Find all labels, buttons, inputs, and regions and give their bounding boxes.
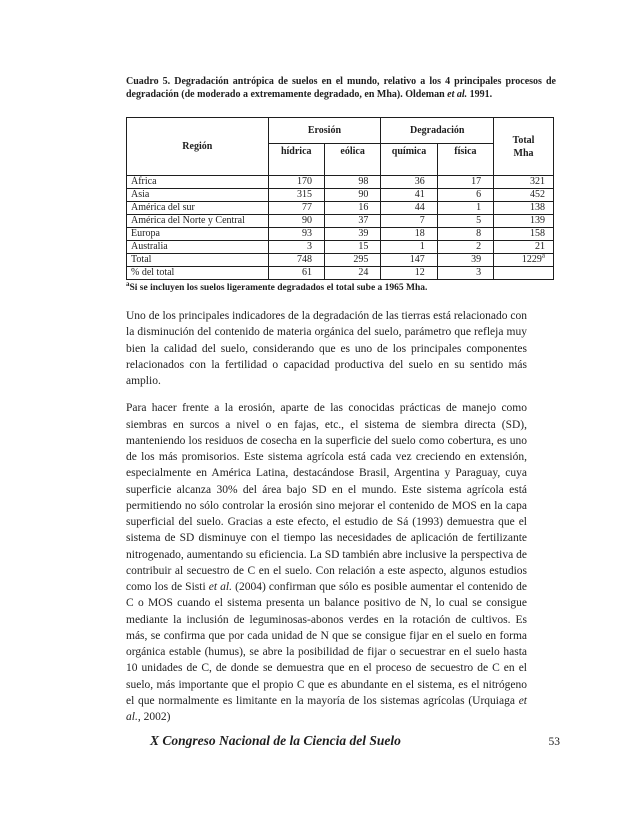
value-cell: 17 bbox=[437, 176, 493, 189]
table-row-asia bbox=[127, 189, 554, 202]
value-cell: 7 bbox=[381, 215, 437, 228]
table-caption bbox=[126, 76, 556, 101]
value-cell: 90 bbox=[268, 215, 324, 228]
col-header-quimica: química bbox=[381, 144, 437, 176]
col-header-hidrica: hídrica bbox=[268, 144, 324, 176]
value-cell: 39 bbox=[437, 254, 493, 267]
value-cell: 39 bbox=[324, 228, 380, 241]
value-cell: 24 bbox=[324, 267, 380, 280]
region-cell: América del Norte y Central bbox=[127, 215, 269, 228]
total-cell bbox=[494, 251, 554, 267]
value-cell: 295 bbox=[324, 254, 380, 267]
value-cell: 170 bbox=[268, 176, 324, 189]
value-cell: 1 bbox=[437, 202, 493, 215]
footnote-marker: a bbox=[126, 279, 130, 288]
value-cell: 18 bbox=[381, 228, 437, 241]
total-cell: 138 bbox=[494, 202, 554, 215]
paragraph-2-text: Para hacer frente a la erosión, aparte de las conocidas prácticas de manejo como siembras en surcos a nivel o en fajas, etc., el sistema de siembra directa (SD), manteniendo los residuos de cosecha en la superficie del suelo como cobertura, es uno de los más promisorios. Este sistema agrícola está cada vez creciendo en extensión, especialmente en América Latina, destacándose Brasil, Argentina y Paraguay, cuya superficie alcanza 30% del área bajo SD en el mundo. Este sistema agrícola está permitiendo no sólo controlar la erosión sino mejorar el contenido de MOS en la capa superficial del suelo. Gracias a este efecto, el estudio de Sá (1993) demuestra que el sistema de SD disminuye con el tiempo las necesidades de aplicación de fertilizante nitrogenado, aumentando su eficiencia. La SD también abre inclusive la perspectiva de contribuir al secuestro de C en el suelo. Con relación a este aspecto, algunos estudios como los de Sisti bbox=[126, 402, 527, 593]
etal-citation: et al. bbox=[208, 581, 233, 593]
col-header-fisica: física bbox=[437, 144, 493, 176]
value-cell: 6 bbox=[437, 189, 493, 202]
value-cell: 748 bbox=[268, 254, 324, 267]
paragraph-2 bbox=[126, 400, 527, 725]
value-cell: 41 bbox=[381, 189, 437, 202]
total-header-line1: Total bbox=[512, 134, 535, 146]
table-footnote bbox=[126, 279, 556, 294]
value-cell: 37 bbox=[324, 215, 380, 228]
region-cell: Total bbox=[127, 254, 269, 267]
caption-year: 1991. bbox=[467, 88, 493, 100]
value-cell: 1 bbox=[381, 241, 437, 254]
total-header-line2: Mha bbox=[513, 147, 534, 159]
col-header-erosion: Erosión bbox=[268, 118, 381, 144]
etal-citation: et al. bbox=[126, 694, 527, 723]
table-row-australia bbox=[127, 241, 554, 254]
total-cell: 158 bbox=[494, 228, 554, 241]
paragraph-2-text: , 2002) bbox=[137, 711, 171, 723]
footnote-marker: a bbox=[541, 251, 545, 260]
total-cell: 321 bbox=[494, 176, 554, 189]
region-cell: Europa bbox=[127, 228, 269, 241]
col-header-region: Región bbox=[127, 118, 269, 176]
page-footer bbox=[126, 733, 560, 749]
value-cell: 61 bbox=[268, 267, 324, 280]
total-cell: 21 bbox=[494, 241, 554, 254]
paragraph-2-text: (2004) confirman que sólo es posible aumentar el contenido de C o MOS cuando el sistema presenta un balance positivo de N, lo cual se consigue mediante la inclusión de leguminosas-abonos verdes en la rotación de cultivos. Es más, se confirma que por cada unidad de N que se consigue fijar en el suelo en forma orgánica estable (humus), se abre la posibilidad de fijar o secuestrar en el suelo hasta 10 unidades de C, de donde se demuestra que en el proceso de secuestro de C en el suelo, más importante que el propio C que es abundante en el sistema, es el nitrógeno el que normalmente es limitante en la mayoría de los sistemas agrícolas (Urquiaga bbox=[126, 581, 527, 707]
value-cell: 90 bbox=[324, 189, 380, 202]
table-row-europa bbox=[127, 228, 554, 241]
footer-title: X Congreso Nacional de la Ciencia del Suelo bbox=[150, 733, 401, 749]
caption-text: Cuadro 5. Degradación antrópica de suelos en el mundo, relativo a los 4 principales procesos de degradación (de moderado a extremamente degradado, en Mha). Oldeman bbox=[126, 76, 556, 100]
value-cell: 3 bbox=[437, 267, 493, 280]
col-header-degradacion: Degradación bbox=[381, 118, 494, 144]
value-cell: 77 bbox=[268, 202, 324, 215]
total-cell bbox=[494, 267, 554, 280]
value-cell: 2 bbox=[437, 241, 493, 254]
table-row-total bbox=[127, 254, 554, 267]
value-cell: 36 bbox=[381, 176, 437, 189]
total-cell: 139 bbox=[494, 215, 554, 228]
table-row-pct bbox=[127, 267, 554, 280]
value-cell: 98 bbox=[324, 176, 380, 189]
region-cell: % del total bbox=[127, 267, 269, 280]
value-cell: 3 bbox=[268, 241, 324, 254]
value-cell: 8 bbox=[437, 228, 493, 241]
total-value: 1229 bbox=[521, 254, 542, 265]
col-header-total bbox=[494, 118, 554, 176]
value-cell: 16 bbox=[324, 202, 380, 215]
table-row-america-sur bbox=[127, 202, 554, 215]
value-cell: 5 bbox=[437, 215, 493, 228]
value-cell: 315 bbox=[268, 189, 324, 202]
region-cell: América del sur bbox=[127, 202, 269, 215]
region-cell: Australia bbox=[127, 241, 269, 254]
paragraph-1: Uno de los principales indicadores de la degradación de las tierras está relacionado con la disminución del contenido de materia orgánica del suelo, parámetro que refleja muy bien la calidad del suelo, considerando que es uno de los principales componentes relacionados con la fertilidad o capacidad productiva del suelo en su sentido más amplio. bbox=[126, 310, 527, 387]
value-cell: 12 bbox=[381, 267, 437, 280]
degradation-table bbox=[126, 117, 554, 280]
region-cell: África bbox=[127, 176, 269, 189]
caption-etal: et al. bbox=[447, 88, 468, 100]
footnote-text: Si se incluyen los suelos ligeramente degradados el total sube a 1965 Mha. bbox=[129, 283, 428, 293]
value-cell: 93 bbox=[268, 228, 324, 241]
col-header-eolica: eólica bbox=[324, 144, 380, 176]
table-row-africa bbox=[127, 176, 554, 189]
value-cell: 44 bbox=[381, 202, 437, 215]
page-number: 53 bbox=[548, 736, 560, 749]
value-cell: 15 bbox=[324, 241, 380, 254]
table-header-row-1 bbox=[127, 118, 554, 144]
table-row-america-norte bbox=[127, 215, 554, 228]
region-cell: Asia bbox=[127, 189, 269, 202]
value-cell: 147 bbox=[381, 254, 437, 267]
total-cell: 452 bbox=[494, 189, 554, 202]
